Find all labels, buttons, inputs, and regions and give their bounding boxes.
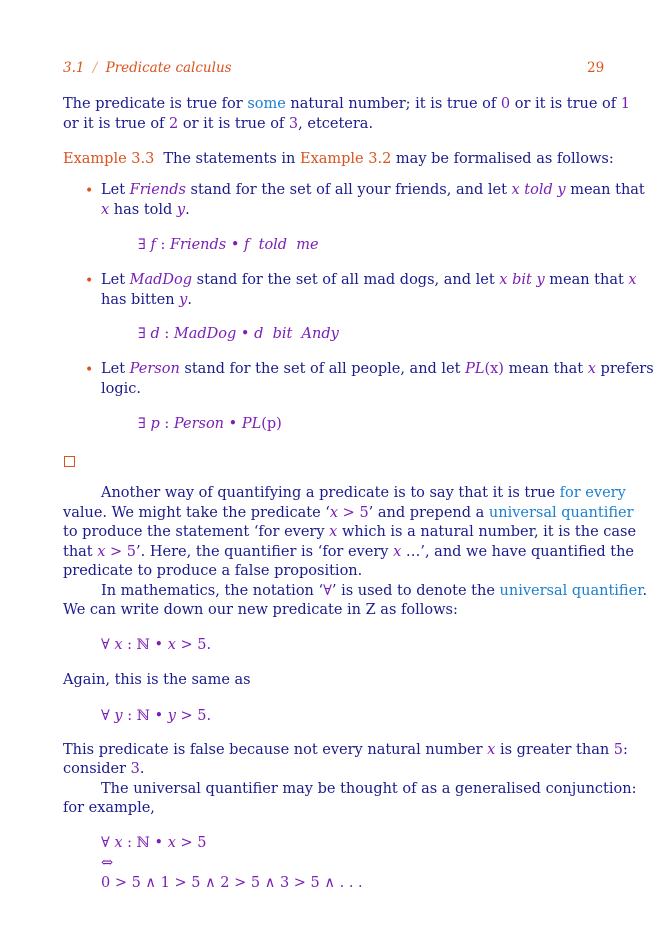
formula-forall-x-expanded: ∀ x : ℕ • x > 5 bbox=[101, 835, 207, 851]
again-text: Again, this is the same as bbox=[63, 672, 251, 688]
header-separator: / bbox=[92, 60, 98, 76]
paragraph-2-line-4: that x > 5’. Here, the quantifier is ‘for every x …’, and we have quantified the bbox=[63, 544, 634, 560]
bullet-icon: • bbox=[85, 362, 94, 378]
page-number: 29 bbox=[587, 60, 605, 76]
paragraph-2-line-1: Another way of quantifying a predicate is to say that it is true for every bbox=[101, 485, 626, 501]
paragraph-2-line-6: In mathematics, the notation ‘∀’ is used to denote the universal quantifier. bbox=[101, 583, 648, 599]
paragraph-2-line-2: value. We might take the predicate ‘x > 5’ and prepend a universal quantifier bbox=[63, 505, 634, 521]
iff-symbol: ⇔ bbox=[101, 855, 114, 871]
running-header bbox=[63, 60, 232, 76]
formula-exists-maddog: ∃ d : MadDog • d bit Andy bbox=[138, 326, 339, 342]
bullet-2-line-2: has bitten y. bbox=[101, 292, 192, 308]
example-label: Example 3.3 bbox=[63, 151, 155, 167]
formula-forall-x: ∀ x : ℕ • x > 5. bbox=[101, 637, 212, 653]
paragraph-1-line-2: or it is true of 2 or it is true of 3, etcetera. bbox=[63, 116, 374, 132]
bullet-1-line-1: Let Friends stand for the set of all your friends, and let x told y mean that bbox=[101, 182, 645, 198]
paragraph-3-line-1: This predicate is false because not every natural number x is greater than 5: bbox=[63, 742, 628, 758]
paragraph-2-line-7: We can write down our new predicate in Z as follows: bbox=[63, 602, 458, 618]
end-of-example-box bbox=[64, 456, 75, 467]
paragraph-2-line-3: to produce the statement ‘for every x which is a natural number, it is the case bbox=[63, 524, 637, 540]
formula-exists-person: ∃ p : Person • PL(p) bbox=[138, 416, 282, 432]
paragraph-3-line-3: The universal quantifier may be thought of as a generalised conjunction: bbox=[101, 781, 637, 797]
bullet-1-line-2: x has told y. bbox=[101, 202, 190, 218]
bullet-3-line-2: logic. bbox=[101, 381, 142, 397]
bullet-2-line-1: Let MadDog stand for the set of all mad dogs, and let x bit y mean that x bbox=[101, 272, 637, 288]
section-number: 3.1 bbox=[63, 60, 85, 76]
formula-forall-y: ∀ y : ℕ • y > 5. bbox=[101, 708, 212, 724]
paragraph-3-line-2: consider 3. bbox=[63, 761, 145, 777]
bullet-3-line-1: Let Person stand for the set of all people, and let PL(x) mean that x prefers bbox=[101, 361, 654, 377]
conjunction-expansion: 0 > 5 ∧ 1 > 5 ∧ 2 > 5 ∧ 3 > 5 ∧ . . . bbox=[101, 875, 363, 891]
formula-exists-friends: ∃ f : Friends • f told me bbox=[138, 237, 319, 253]
bullet-icon: • bbox=[85, 273, 94, 289]
paragraph-1-line-1: The predicate is true for some natural number; it is true of 0 or it is true of 1 bbox=[63, 96, 630, 112]
example-heading: Example 3.3 The statements in Example 3.2 may be formalised as follows: bbox=[63, 151, 614, 167]
example-reference-link[interactable]: Example 3.2 bbox=[299, 151, 392, 167]
paragraph-2-line-5: predicate to produce a false proposition. bbox=[63, 563, 363, 579]
bullet-icon: • bbox=[85, 183, 94, 199]
paragraph-3-line-4: for example, bbox=[63, 800, 155, 816]
section-title: Predicate calculus bbox=[105, 60, 232, 76]
